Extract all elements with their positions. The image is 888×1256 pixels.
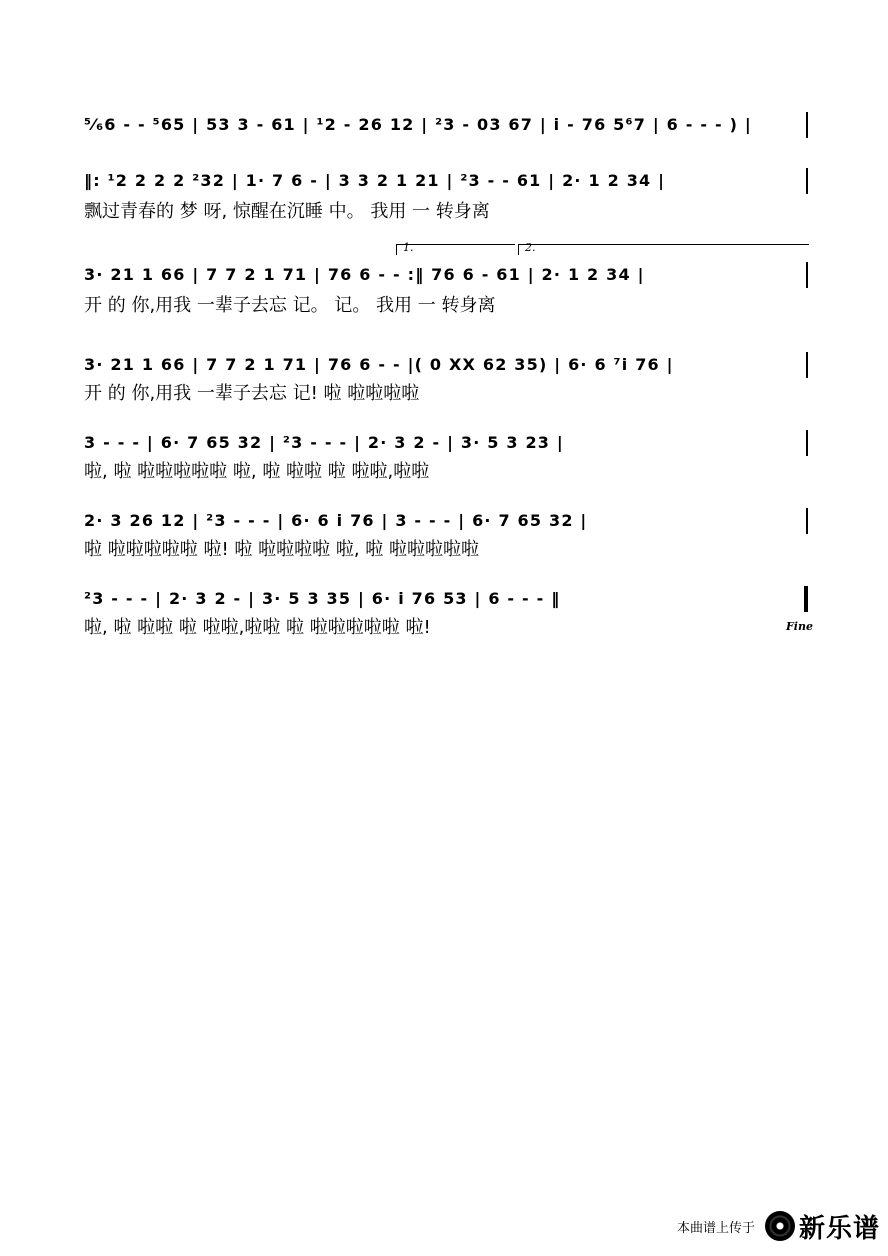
lyrics-line: 开 的 你,用我 一辈子去忘 记! 啦 啦啦啦啦	[84, 383, 420, 404]
site-footer	[677, 1206, 880, 1246]
barline	[806, 112, 808, 138]
lyrics-line: 开 的 你,用我 一辈子去忘 记。 记。 我用 一 转身离	[84, 295, 496, 316]
barline	[806, 168, 808, 194]
notation-line: 2· 3 26 12 | ²3 - - - | 6· 6 i 76 | 3 - - - | 6· 7 65 32 |	[84, 511, 588, 530]
notation-line: ‖: ¹2 2 2 2 ²32 | 1· 7 6 - | 3 3 2 1 21 | ²3 - - 61 | 2· 1 2 34 |	[84, 171, 666, 190]
barline	[806, 352, 808, 378]
vinyl-record-icon	[765, 1211, 795, 1241]
volta-label: 1.	[403, 241, 414, 254]
barline	[806, 262, 808, 288]
notation-line: ⁵⁄₆6 - - ⁵65 | 53 3 - 61 | ¹2 - 26 12 | ²3 - 03 67 | i - 76 5⁶7 | 6 - - - ) |	[84, 115, 752, 134]
final-barline	[804, 586, 808, 612]
lyrics-line: 飘过青春的 梦 呀, 惊醒在沉睡 中。 我用 一 转身离	[84, 201, 490, 222]
notation-line: 3· 21 1 66 | 7 7 2 1 71 | 76 6 - - :‖ 76 6 - 61 | 2· 1 2 34 |	[84, 265, 645, 284]
volta-bracket-1	[396, 241, 515, 255]
site-logo[interactable]: 新乐谱	[798, 1213, 880, 1244]
notation-line: ²3 - - - | 2· 3 2 - | 3· 5 3 35 | 6· i 76 53 | 6 - - - ‖	[84, 589, 561, 608]
volta-label: 2.	[525, 241, 536, 254]
barline	[806, 430, 808, 456]
lyrics-line: 啦, 啦 啦啦啦啦啦 啦, 啦 啦啦 啦 啦啦,啦啦	[84, 461, 430, 482]
notation-line: 3 - - - | 6· 7 65 32 | ²3 - - - | 2· 3 2 - | 3· 5 3 23 |	[84, 433, 564, 452]
barline	[806, 508, 808, 534]
upload-notice: 本曲谱上传于	[676, 1220, 755, 1236]
notation-line: 3· 21 1 66 | 7 7 2 1 71 | 76 6 - - |( 0 XX 62 35) | 6· 6 ⁷i 76 |	[84, 355, 674, 374]
lyrics-line: 啦, 啦 啦啦 啦 啦啦,啦啦 啦 啦啦啦啦啦 啦!	[84, 617, 431, 638]
fine-marking: Fine	[786, 620, 813, 633]
volta-bracket-2	[518, 241, 809, 255]
lyrics-line: 啦 啦啦啦啦啦 啦! 啦 啦啦啦啦 啦, 啦 啦啦啦啦啦	[84, 539, 479, 560]
